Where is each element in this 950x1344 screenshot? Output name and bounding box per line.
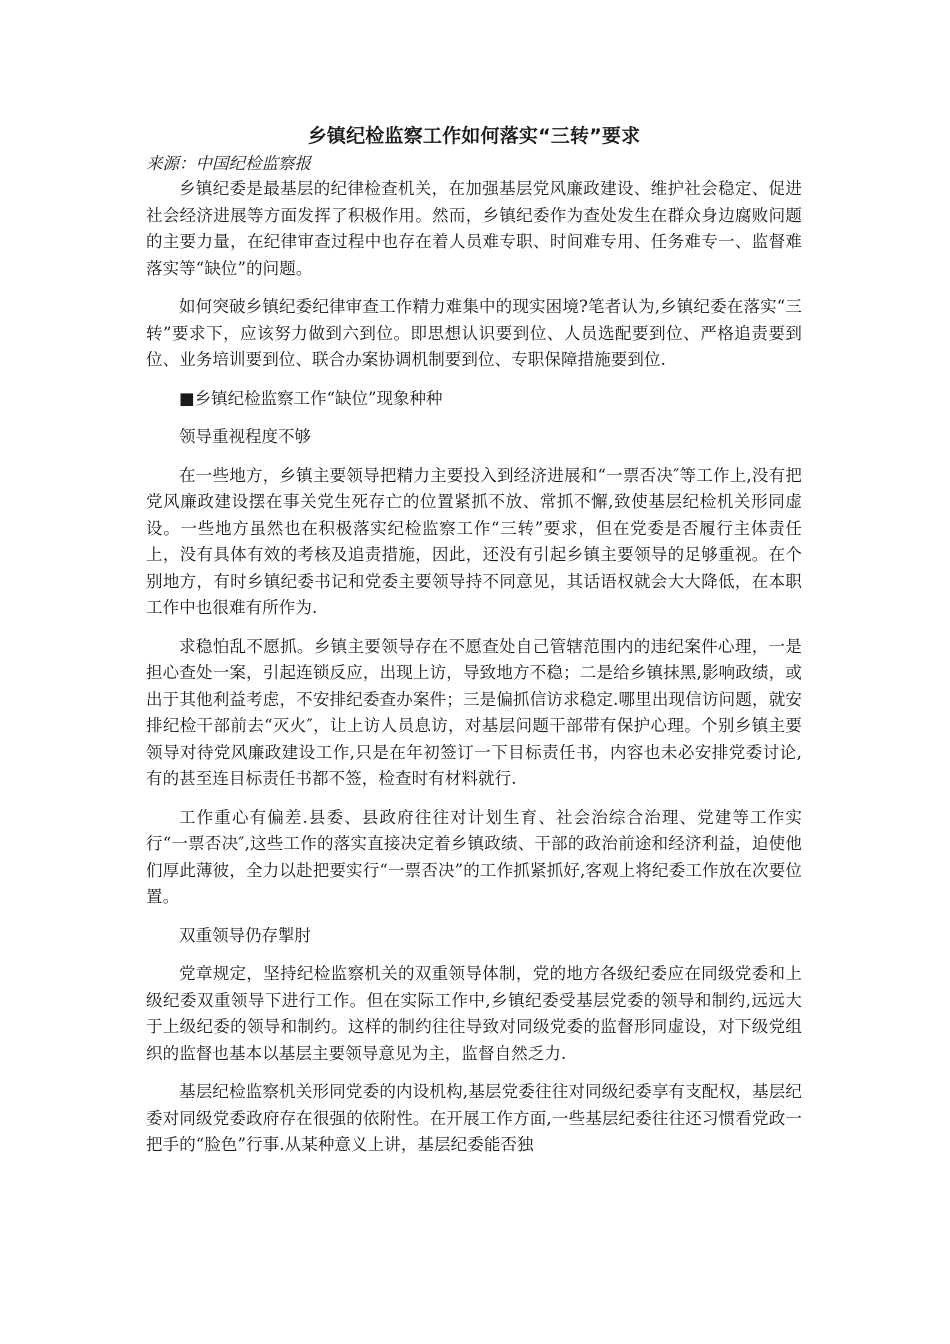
document-title: 乡镇纪检监察工作如何落实“三转”要求 [307,125,641,147]
paragraph: 基层纪检监察机关形同党委的内设机构,基层党委往往对同级纪委享有支配权，基层纪委对同级党委政府存在很强的依附性。在开展工作方面,一些基层纪委往往还习惯看党政一把手的“脸色”行事.从某种意义上讲，基层纪委能否独 [146,1082,802,1154]
paragraph: 乡镇纪委是最基层的纪律检查机关，在加强基层党风廉政建设、维护社会稳定、促进社会经济进展等方面发挥了积极作用。然而，乡镇纪委作为查处发生在群众身边腐败问题的主要力量，在纪律审查过程中也存在着人员难专职、时间难专用、任务难专一、监督难落实等“缺位”的问题。 [146,179,802,278]
paragraph: 在一些地方，乡镇主要领导把精力主要投入到经济进展和“一票否决″等工作上,没有把党风廉政建设摆在事关党生死存亡的位置紧抓不放、常抓不懈,致使基层纪检机关形同虚设。一些地方虽然也在积极落实纪检监察工作“三转”要求，但在党委是否履行主体责任上，没有具体有效的考核及追责措施，因此，还没有引起乡镇主要领导的足够重视。在个别地方，有时乡镇纪委书记和党委主要领导持不同意见，其话语权就会大大降低，在本职工作中也很难有所作为. [146,465,802,617]
paragraph: 如何突破乡镇纪委纪律审查工作精力难集中的现实困境?笔者认为,乡镇纪委在落实“三转”要求下，应该努力做到六到位。即思想认识要到位、人员选配要到位、严格追责要到位、业务培训要到位、联合办案协调机制要到位、专职保障措施要到位. [146,297,802,369]
section-heading: ■乡镇纪检监察工作“缺位”现象种种 [179,388,443,408]
document-source: 来源：中国纪检监察报 [146,154,311,173]
paragraph: 求稳怕乱不愿抓。乡镇主要领导存在不愿查处自己管辖范围内的违纪案件心理，一是担心查处一案，引起连锁反应，出现上访，导致地方不稳；二是给乡镇抹黑,影响政绩，或出于其他利益考虑，不安排纪委查办案件；三是偏抓信访求稳定.哪里出现信访问题，就安排纪检干部前去“灭火″，让上访人员息访，对基层问题干部带有保护心理。个别乡镇主要领导对待党风廉政建设工作,只是在年初签订一下目标责任书，内容也未必安排党委讨论,有的甚至连目标责任书都不签，检查时有材料就行. [146,636,802,788]
document-content [146,176,802,1159]
section-heading: 领导重视程度不够 [179,427,311,446]
document-body [146,122,802,1171]
section-heading: 双重领导仍存掣肘 [179,925,311,945]
paragraph: 党章规定，坚持纪检监察机关的双重领导体制，党的地方各级纪委应在同级党委和上级纪委双重领导下进行工作。但在实际工作中,乡镇纪委受基层党委的领导和制约,远远大于上级纪委的领导和制约。这样的制约往往导致对同级党委的监督形同虚设，对下级党组织的监督也基本以基层主要领导意见为主，监督自然乏力. [146,964,802,1063]
paragraph: 工作重心有偏差.县委、县政府往往对计划生育、社会治综合治理、党建等工作实行“一票否决″,这些工作的落实直接决定着乡镇政绩、干部的政治前途和经济利益，迫使他们厚此薄彼，全力以赴把要实行“一票否决”的工作抓紧抓好,客观上将纪委工作放在次要位置。 [146,807,802,906]
